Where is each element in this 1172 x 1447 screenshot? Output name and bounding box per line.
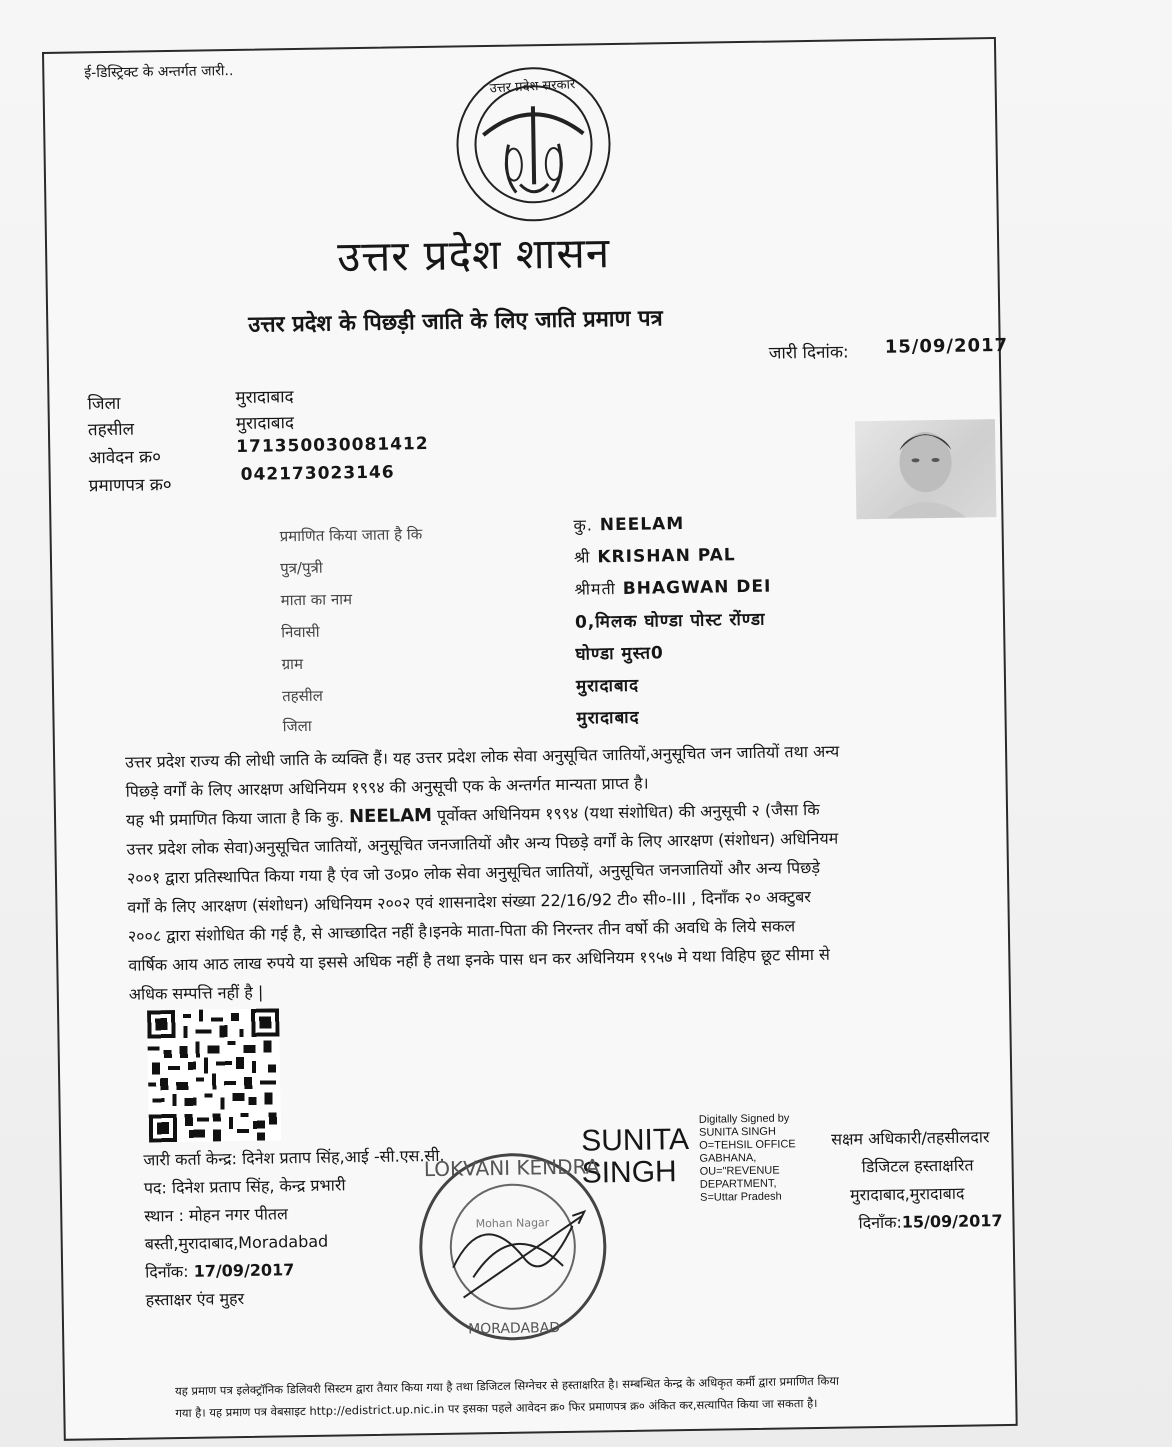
disclaimer-line-2: गया है। यह प्रमाण पत्र वेबसाइट http://edistrict.up.nic.in पर इसका पहले आवेदन क्र० फिर प्रमाणपत्र क्र० अंकित कर,सत्यापित किया जा सकता है।: [175, 1395, 818, 1421]
body-line-1: उत्तर प्रदेश राज्य की लोधी जाति के व्यक्ति हैं। यह उत्तर प्रदेश लोक सेवा अनुसूचित जातियों,अनुसूचित जन जातियों तथा अन्य: [125, 741, 840, 772]
certificate-number-label: प्रमाणपत्र क्र०: [88, 475, 172, 497]
body-line-9: अधिक सम्पत्ति नहीं है |: [128, 982, 264, 1004]
issuing-officer: पद: दिनेश प्रताप सिंह, केन्द्र प्रभारी: [143, 1175, 346, 1198]
issuance-note: ई-डिस्ट्रिक्ट के अन्तर्गत जारी..: [84, 62, 234, 82]
stamp-outer-text: LOKVANI KENDRA: [423, 1154, 600, 1182]
issuing-centre: जारी कर्ता केन्द्र: दिनेश प्रताप सिंह,आई -सी.एस.सी.: [143, 1145, 445, 1170]
village-value: घोण्डा मुस्त0: [575, 643, 664, 665]
mother-name-label: माता का नाम: [280, 590, 353, 610]
verification-qr-code: [147, 1008, 281, 1142]
body-line-3: यह भी प्रमाणित किया जाता है कि कु. NEELAM पूर्वोक्त अधिनियम १९९४ (यथा संशोधित) की अनुसूची २ (जैसा कि: [125, 799, 820, 830]
certificate-number: 042173023146: [240, 462, 395, 485]
son-daughter-label: पुत्र/पुत्री: [279, 558, 323, 578]
issue-date: 15/09/2017: [884, 334, 1009, 358]
application-number: 171350030081412: [236, 433, 429, 457]
digital-signature-details: Digitally Signed by SUNITA SINGH O=TEHSIL OFFICE GABHANA, OU="REVENUE DEPARTMENT, S=Uttar Pradesh: [698, 1112, 796, 1204]
district-value-2: मुरादाबाद: [576, 707, 640, 729]
certified-label: प्रमाणित किया जाता है कि: [279, 525, 423, 546]
body-line-4: उत्तर प्रदेश लोक सेवा)अनुसूचित जातियों, अनुसूचित जनजातियों और अन्य पिछड़े वर्गों के लिए आरक्षण (संशोधन) अधिनियम: [126, 828, 839, 859]
competent-authority: सक्षम अधिकारी/तहसीलदार: [831, 1127, 990, 1149]
certificate-frame: [42, 37, 1018, 1441]
authority-date: दिनाँक:15/09/2017: [858, 1211, 1003, 1233]
tehsil-value: मुरादाबाद: [235, 413, 295, 434]
tehsil-label-2: तहसील: [282, 686, 324, 706]
applicant-name: कु. NEELAM: [573, 513, 685, 536]
certificate-subtitle: उत्तर प्रदेश के पिछड़ी जाति के लिए जाति प्रमाण पत्र: [248, 306, 663, 338]
district-label: जिला: [87, 393, 121, 415]
body-line-7: २००८ द्वारा संशोधित की गई है, से आच्छादित नहीं है।इनके माता-पिता की निरन्तर तीन वर्षो की अवधि के लिये सकल: [127, 916, 796, 946]
resident-label: निवासी: [281, 622, 320, 642]
mother-name: श्रीमती BHAGWAN DEI: [574, 576, 772, 599]
body-line-2: पिछड़े वर्गों के लिए आरक्षण अधिनियम १९९४ की अनुसूची एक के अन्तर्गत मान्यता प्राप्त है।: [125, 773, 649, 801]
body-line-8: वार्षिक आय आठ लाख रुपये या इससे अधिक नहीं है तथा इनके पास धन कर अधिनियम १९५७ मे यथा विहिप छूट सीमा से: [128, 944, 830, 975]
authority-location: मुरादाबाद,मुरादाबाद: [849, 1183, 965, 1205]
issuing-area: बस्ती,मुरादाबाद,Moradabad: [144, 1231, 329, 1254]
stamp-inner-text: Mohan Nagar: [475, 1216, 550, 1231]
body-line-5: २००१ द्वारा प्रतिस्थापित किया गया है एंव जो उ०प्र० लोक सेवा अनुसूचित जातियों, अनुसूचित जनजातियों और अन्य पिछड़े: [126, 857, 821, 888]
digitally-signed-label: डिजिटल हस्ताक्षरित: [861, 1155, 974, 1177]
stamp-bottom-text: MORADABAD: [468, 1320, 561, 1338]
tehsil-value-2: मुरादाबाद: [575, 675, 640, 697]
district-label-2: जिला: [282, 716, 312, 736]
issue-date-label: जारी दिनांक:: [768, 342, 849, 364]
digital-signature-name: SUNITA SINGH: [580, 1122, 690, 1190]
disclaimer-line-1: यह प्रमाण पत्र इलेक्ट्रॉनिक डिलिवरी सिस्टम द्वारा तैयार किया गया है तथा डिजिटल सिग्नेचर से हस्ताक्षरित है। सम्बन्धित केन्द्र के अधिकृत कर्मी द्वारा प्रमाणित किया: [174, 1373, 840, 1399]
certificate-title: उत्तर प्रदेश शासन: [336, 228, 611, 282]
emblem-caption: उत्तर प्रदेश सरकार: [489, 77, 576, 97]
applicant-photo: [855, 419, 997, 519]
district-value: मुरादाबाद: [235, 387, 294, 409]
application-number-label: आवेदन क्र०: [88, 447, 162, 469]
village-label: ग्राम: [281, 654, 304, 674]
father-name: श्री KRISHAN PAL: [573, 545, 736, 568]
tehsil-label: तहसील: [87, 419, 135, 441]
resident-value: 0,मिलक घोण्डा पोस्ट रोंण्डा: [574, 609, 766, 633]
lokvani-kendra-stamp: [411, 1145, 614, 1348]
body-line-6: वर्गों के लिए आरक्षण (संशोधन) अधिनियम २००२ एवं शासनादेश संख्या 22/16/92 टी० सी०-III , दिनाँक २० अक्टुबर: [127, 887, 811, 917]
issuing-date: दिनाँक: 17/09/2017: [145, 1260, 295, 1282]
issuing-location: स्थान : मोहन नगर पीतल: [144, 1204, 289, 1226]
sign-and-seal-label: हस्ताक्षर एंव मुहर: [145, 1288, 245, 1310]
